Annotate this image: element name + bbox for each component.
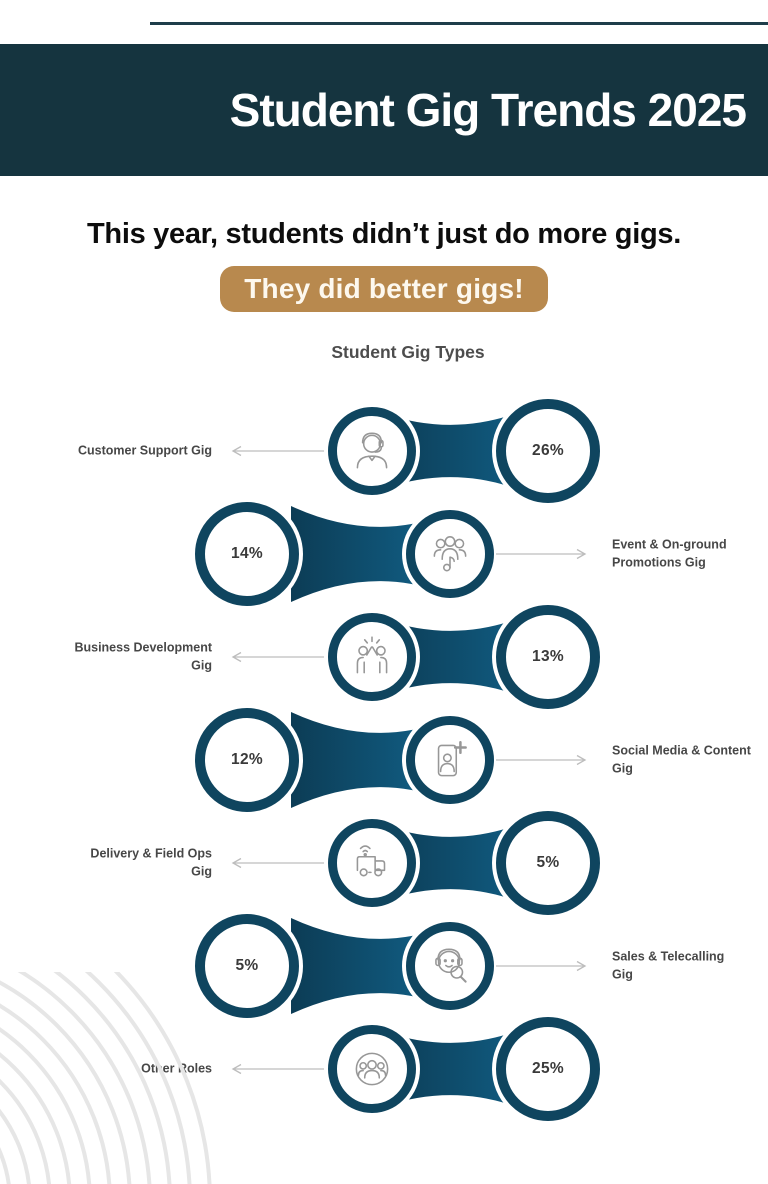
row-label — [612, 741, 768, 779]
other-roles-icon — [344, 1041, 400, 1097]
highlight-badge: They did better gigs! — [220, 266, 548, 312]
row-label-line: Gig — [612, 761, 633, 776]
leader-arrow-right-icon — [496, 960, 592, 972]
row-label-line: Customer Support Gig — [77, 443, 212, 458]
business-development-icon — [344, 629, 400, 685]
leader-arrow-left-icon — [226, 857, 330, 869]
fingerprint-arcs-decoration — [0, 972, 280, 1184]
row-label — [30, 441, 212, 460]
header-accent-line — [150, 22, 768, 25]
chart-row-delivery — [0, 811, 768, 914]
chart-row-customer-support — [0, 399, 768, 502]
event-promotions-icon — [422, 526, 478, 582]
row-label-line: Delivery & Field Ops — [90, 845, 212, 860]
row-label-line: Social Media & Content — [612, 742, 751, 757]
row-label — [612, 947, 768, 985]
row-label-line: Promotions Gig — [612, 555, 706, 570]
leader-arrow-right-icon — [496, 548, 592, 560]
value-label: 26% — [532, 441, 564, 459]
value-label: 25% — [532, 1059, 564, 1077]
row-label-line: Gig — [191, 864, 212, 879]
value-label: 12% — [231, 750, 263, 768]
leader-arrow-right-icon — [496, 754, 592, 766]
customer-support-icon — [344, 423, 400, 479]
value-label: 13% — [532, 647, 564, 665]
row-label-line: Gig — [612, 967, 633, 982]
chart-row-event-promotions — [0, 502, 768, 605]
value-label: 5% — [536, 853, 560, 871]
chart-title: Student Gig Types — [331, 342, 485, 362]
chart-row-social-media — [0, 708, 768, 811]
subtitle: This year, students didn’t just do more gigs. — [87, 218, 681, 250]
row-label-line: Other Roles — [141, 1061, 212, 1076]
leader-arrow-left-icon — [226, 651, 330, 663]
social-media-icon — [422, 732, 478, 788]
row-label — [612, 535, 768, 573]
page-title: Student Gig Trends 2025 — [229, 84, 746, 136]
row-label — [30, 638, 212, 676]
sales-telecalling-icon — [422, 938, 478, 994]
header-bar — [0, 44, 768, 176]
chart-row-business-development — [0, 605, 768, 708]
row-label-line: Event & On-ground — [612, 536, 727, 551]
delivery-icon — [344, 835, 400, 891]
row-label — [30, 844, 212, 882]
row-label-line: Gig — [191, 658, 212, 673]
row-label-line: Business Development — [74, 639, 212, 654]
value-label: 14% — [231, 544, 263, 562]
leader-arrow-left-icon — [226, 445, 330, 457]
value-label: 5% — [235, 956, 259, 974]
row-label-line: Sales & Telecalling — [612, 948, 725, 963]
badge-row — [0, 266, 768, 312]
